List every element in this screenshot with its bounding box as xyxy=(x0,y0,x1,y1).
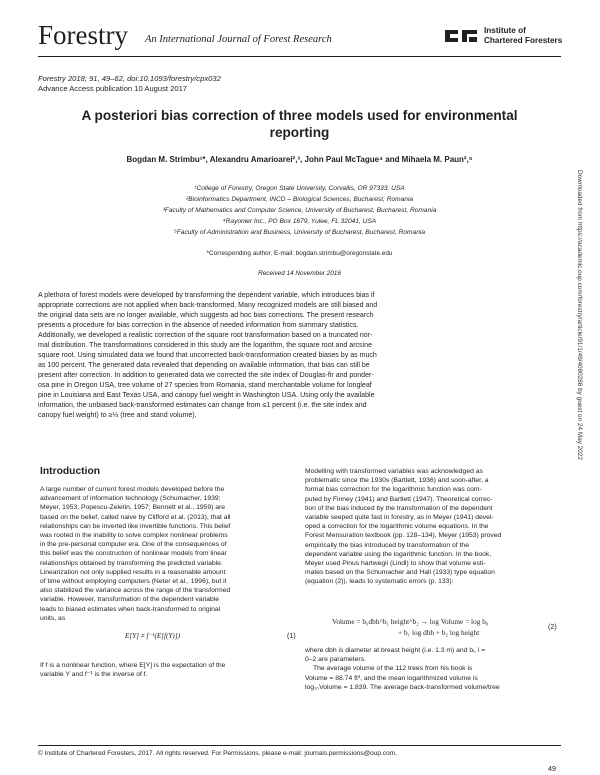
received-date: Received 14 November 2016 xyxy=(258,270,341,277)
citation-text: Forestry 2018; 91, 49–62, doi:10.1093/forestry/cpx032 xyxy=(38,74,221,83)
body-line: dependent variable using the logarithmic function. In the book, xyxy=(305,550,492,558)
affiliation-2: ²Bioinformatics Department, INCD – Biological Sciences, Bucharest, Romania xyxy=(185,196,414,203)
body-line: Meyer used Pinus hartwegii (Lindl) to show that volume esti- xyxy=(305,560,486,568)
body-line: Modelling with transformed variables was acknowledged as xyxy=(305,468,483,475)
publisher-line-1: Institute of xyxy=(484,26,526,35)
body-line: formal bias correction for the logarithmic function was com- xyxy=(305,486,482,494)
publisher-name xyxy=(484,26,562,46)
body-line: puted by Finney (1941) and Bartlett (1947). Theoretical correc- xyxy=(305,495,493,503)
abstract-line: A plethora of forest models were developed by transforming the dependent variable, which introduces bias if xyxy=(38,292,375,299)
body-line: Volume = 88.74 ft³, and the mean logarithmized volume is xyxy=(305,674,478,682)
body-line: units, as xyxy=(40,614,66,622)
affiliation-3: ³Faculty of Mathematics and Computer Science, University of Bucharest, Bucharest, Romania xyxy=(162,207,437,214)
body-line: Forest Mensuration textbook (pp. 128–134), Meyer (1953) proved xyxy=(305,532,502,540)
page-number: 49 xyxy=(548,764,556,773)
body-line: relationships can be inverted like invertible functions. This belief xyxy=(40,522,231,530)
journal-subtitle: An International Journal of Forest Research xyxy=(145,34,332,45)
body-line: mates based on the Schumacher and Hall (1933) type equation xyxy=(305,569,495,577)
abstract-line: present after correction. In addition to generated data we corrected the site index of Douglas-fir and ponder- xyxy=(38,372,374,379)
download-note-text: Downloaded from https://academic.oup.com/forestry/article/91/1/49/4080288 by guest on 24 May 2022 xyxy=(576,170,583,460)
abstract-line: canopy fuel weight) to ≥⅓ (tree and stand volume). xyxy=(38,412,197,419)
right-column-continued xyxy=(305,646,561,692)
abstract-line: mal distribution. The transformations considered in this study are the logarithm, the square root and arcsine xyxy=(38,342,372,349)
abstract-line: square root. Using simulated data we found that uncorrected back-transformation created biases by as much xyxy=(38,352,377,359)
copyright-notice: © Institute of Chartered Foresters, 2017. All rights reserved. For Permissions, please e-mail: journals.permissions@oup.com. xyxy=(38,750,397,757)
citation-line-1 xyxy=(38,74,221,84)
affiliation-1: ¹College of Forestry, Oregon State University, Corvallis, OR 97333, USA xyxy=(194,185,405,192)
left-column-continued xyxy=(40,661,299,679)
equation-2 xyxy=(332,616,488,638)
body-line: The average volume of the 112 trees from his book is xyxy=(313,665,473,673)
institute-logo-icon xyxy=(443,27,479,45)
body-line: where dbh is diameter at breast height (i.e. 1.3 m) and bᵢ, i = xyxy=(305,647,486,654)
equation-2-number: (2) xyxy=(548,622,557,631)
section-heading-introduction: Introduction xyxy=(40,466,101,477)
body-line: based on the belief, called naive by Clifford et al. (2013), that all xyxy=(40,513,231,521)
title-line-2: reporting xyxy=(269,125,330,140)
abstract-line: as 100 percent. The generated data revealed that depending on available information, that bias can still be xyxy=(38,362,370,369)
citation-line-2: Advance Access publication 10 August 2017 xyxy=(38,84,188,93)
publisher-line-2: Chartered Foresters xyxy=(484,36,563,45)
footer-rule xyxy=(38,745,561,746)
abstract-line: osa pine in Oregon USA, tree volume of 27 species from Romania, stand merchantable volume for longleaf xyxy=(38,382,372,389)
body-line: If f is a nonlinear function, where E[Y] is the expectation of the xyxy=(40,662,226,669)
body-line: Meyer, 1953; Popescu-Zeletin, 1957; Bennett et al., 1959) are xyxy=(40,504,226,512)
body-line: A large number of current forest models developed before the xyxy=(40,486,225,493)
body-line: also stabilized the variance across the range of the transformed xyxy=(40,587,231,595)
affiliation-5: ⁵Faculty of Administration and Business, University of Bucharest, Bucharest, Romania xyxy=(173,229,425,236)
equation-1: E[Y] ≠ f⁻¹(E[f(Y)]) xyxy=(125,632,181,640)
journal-title: Forestry xyxy=(38,20,128,50)
abstract xyxy=(38,291,524,421)
article-title xyxy=(38,107,561,141)
body-line: (equation (2)), leads to systematic errors (p. 133): xyxy=(305,578,454,586)
body-line: was rooted in the inability to solve complex nonlinear problems xyxy=(40,532,228,540)
abstract-line: pine in Louisiana and East Texas USA, and canopy fuel weight in Washington USA. Using only the available xyxy=(38,392,375,399)
body-line: problematic since the 1930s (Bartlett, 1936) and soon-after, a xyxy=(305,477,489,485)
abstract-line: information, the unbiased back-transformed estimates can change from ≤1 percent (i.e. the site index and xyxy=(38,402,367,409)
header-rule xyxy=(38,56,561,57)
body-line: in the pre-personal computer era. One of the consequences of xyxy=(40,541,227,549)
equation-1-number: (1) xyxy=(287,631,296,640)
body-line: tion of the bias induced by the transformation of the dependent xyxy=(305,504,493,512)
body-line: advancement of information technology (Schumacher, 1939; xyxy=(40,495,221,503)
body-line: relationships obtained by transforming the predicted variable. xyxy=(40,559,223,567)
affiliation-4: ⁴Rayonier Inc., PO Box 1679, Yulee, FL 32041, USA xyxy=(222,218,377,225)
author-list: Bogdan M. Strimbu¹*, Alexandru Amarioarei²,³, John Paul McTague⁴ and Mihaela M. Paun²,⁵ xyxy=(126,155,473,164)
body-line: leads to biased estimates when back-transformed to original xyxy=(40,605,221,613)
download-note xyxy=(576,170,590,640)
right-column xyxy=(305,467,561,587)
abstract-line: appropriate corrections are not applied when back-transformed. Many recognized models are still biased and xyxy=(38,302,378,309)
body-line: empirically the bias introduced by transformation of the xyxy=(305,541,469,549)
corresponding-author: *Corresponding author. E-mail: bogdan.strimbu@oregonstate.edu xyxy=(206,250,393,257)
body-line: oped a correction for the logarithmic volume equations. In the xyxy=(305,523,489,531)
body-line: variable seeped quite fast in forestry, as in Meyer (1941) devel- xyxy=(305,514,494,522)
body-line: of time without employing computers (Neter et al., 1996), but it xyxy=(40,578,227,586)
abstract-line: Additionally, we developed a realistic correction of the square root transformation based on a truncated nor- xyxy=(38,332,373,339)
equation-2-line-1: Volume = b₀dbh^b₁ height^b₂ → log Volume = log b₀ xyxy=(332,617,489,626)
left-column xyxy=(40,485,299,623)
body-line: this belief was the construction of nonlinear models from linear xyxy=(40,550,227,558)
equation-2-line-2: + b₁ log dbh + b₂ log height xyxy=(398,628,480,637)
body-line: variable Y and f⁻¹ is the inverse of f. xyxy=(40,671,148,679)
title-line-1: A posteriori bias correction of three models used for environmental xyxy=(81,108,518,123)
abstract-line: presents a procedure for bias correction in the absence of needed information from summary statistics. xyxy=(38,322,359,329)
body-line: variable. However, transformation of the dependent variable xyxy=(40,596,220,604)
abstract-line: the original data sets are no longer available, which suggests ad hoc bias corrections. The present research xyxy=(38,312,374,319)
body-line: Linearization not only supplied results in a reasonable amount xyxy=(40,568,226,576)
body-line: 0–2 are parameters. xyxy=(305,656,366,664)
body-line: log₁₀Volume = 1.839. The average back-transformed volume/tree xyxy=(305,683,500,691)
